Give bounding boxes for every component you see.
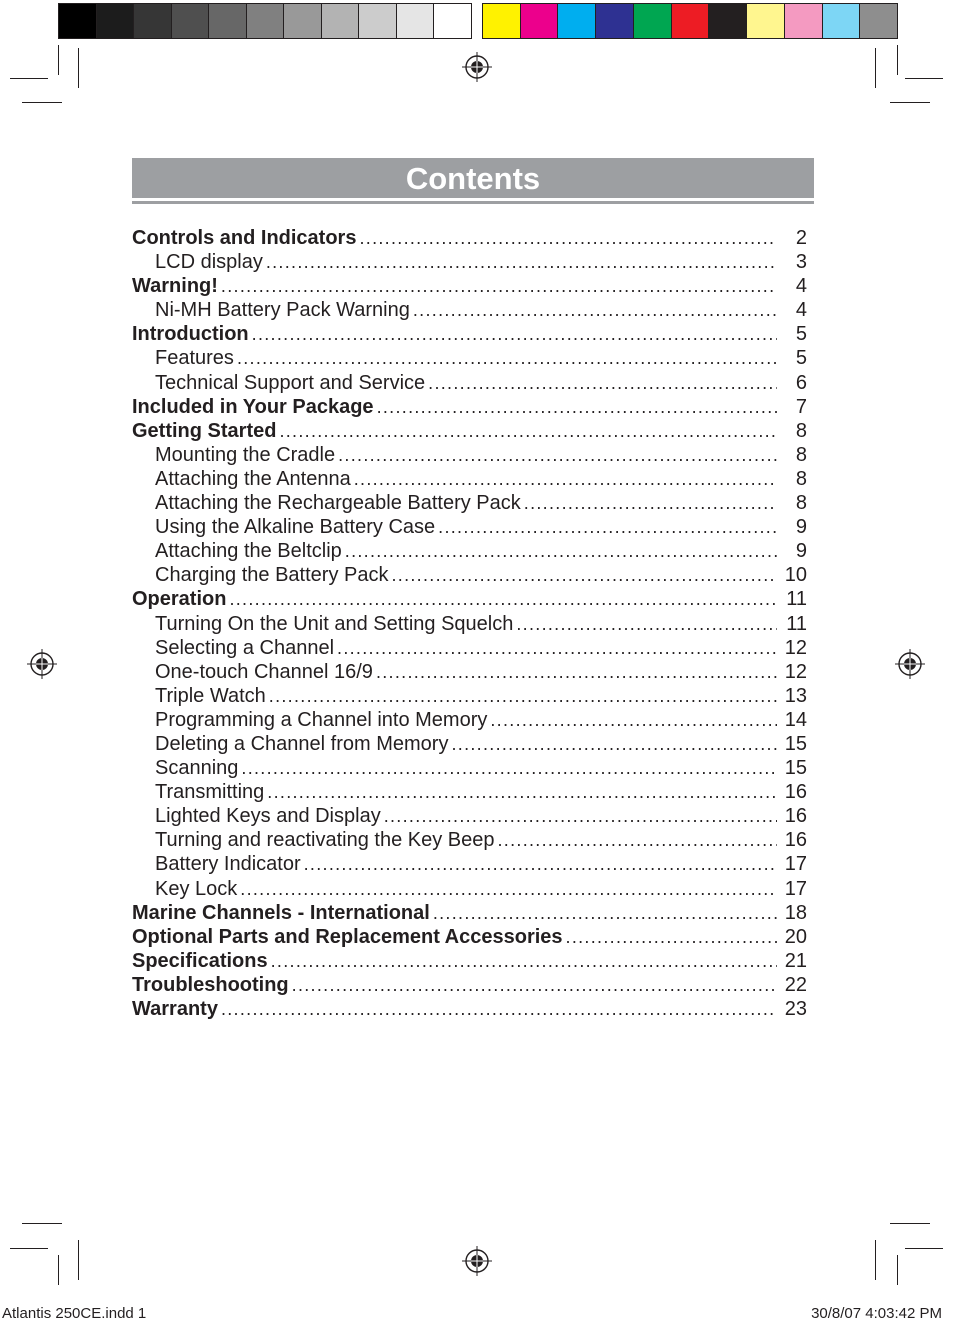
color-swatch <box>97 4 135 38</box>
dot-leader <box>377 397 777 418</box>
toc-entry[interactable] <box>132 613 807 637</box>
dot-leader <box>376 662 777 683</box>
color-swatch <box>134 4 172 38</box>
toc-entry-page: 22 <box>784 973 807 996</box>
toc-entry-label: Introduction <box>132 323 249 346</box>
color-swatch <box>322 4 360 38</box>
dot-leader <box>221 276 777 297</box>
color-swatch <box>785 4 823 38</box>
toc-entry[interactable] <box>132 588 807 612</box>
color-swatch <box>634 4 672 38</box>
toc-entry-page: 5 <box>795 347 807 370</box>
toc-entry-page: 8 <box>795 492 807 515</box>
toc-entry[interactable] <box>132 637 807 661</box>
toc-entry-page: 15 <box>784 732 807 755</box>
toc-entry-label: Attaching the Rechargeable Battery Pack <box>155 492 521 515</box>
title-divider <box>132 201 814 204</box>
dot-leader <box>267 782 777 803</box>
toc-entry-page: 12 <box>784 636 807 659</box>
toc-entry[interactable] <box>132 926 807 950</box>
dot-leader <box>524 493 777 514</box>
toc-entry-page: 18 <box>784 901 807 924</box>
toc-entry-page: 17 <box>784 877 807 900</box>
file-slug: Atlantis 250CE.indd 1 <box>2 1305 147 1322</box>
toc-entry-page: 20 <box>784 925 807 948</box>
dot-leader <box>354 469 777 490</box>
color-swatch <box>247 4 285 38</box>
toc-entry[interactable] <box>132 299 807 323</box>
toc-entry-label: Optional Parts and Replacement Accessories <box>132 925 563 948</box>
color-swatch <box>483 4 521 38</box>
toc-entry-page: 4 <box>795 275 807 298</box>
toc-entry[interactable] <box>132 829 807 853</box>
process-color-bar <box>482 3 898 39</box>
dot-leader <box>304 854 777 875</box>
toc-entry-page: 5 <box>795 323 807 346</box>
color-swatch <box>434 4 471 38</box>
toc-entry[interactable] <box>132 251 807 275</box>
toc-entry-page: 11 <box>786 588 807 611</box>
toc-entry-label: Troubleshooting <box>132 973 289 996</box>
dot-leader <box>229 589 777 610</box>
toc-entry-label: Scanning <box>155 757 239 780</box>
toc-entry-page: 17 <box>784 853 807 876</box>
dot-leader <box>384 806 777 827</box>
toc-entry[interactable] <box>132 805 807 829</box>
toc-entry-label: Specifications <box>132 949 268 972</box>
toc-entry-page: 10 <box>784 564 807 587</box>
color-swatch <box>59 4 97 38</box>
toc-entry-label: Turning and reactivating the Key Beep <box>155 829 495 852</box>
toc-entry[interactable] <box>132 323 807 347</box>
toc-entry-page: 11 <box>786 612 807 635</box>
color-swatch <box>672 4 710 38</box>
toc-entry[interactable] <box>132 540 807 564</box>
dot-leader <box>438 517 777 538</box>
toc-entry-page: 16 <box>784 781 807 804</box>
toc-entry-page: 6 <box>795 371 807 394</box>
color-swatch <box>823 4 861 38</box>
color-swatch <box>521 4 559 38</box>
dot-leader <box>271 951 777 972</box>
toc-entry-label: Turning On the Unit and Setting Squelch <box>155 612 514 635</box>
toc-entry[interactable] <box>132 275 807 299</box>
toc-entry-label: One-touch Channel 16/9 <box>155 660 373 683</box>
dot-leader <box>428 373 777 394</box>
dot-leader <box>391 565 777 586</box>
toc-entry-page: 4 <box>795 299 807 322</box>
color-swatch <box>209 4 247 38</box>
dot-leader <box>490 710 777 731</box>
toc-entry[interactable] <box>132 878 807 902</box>
toc-entry[interactable] <box>132 781 807 805</box>
toc-entry[interactable] <box>132 709 807 733</box>
dot-leader <box>338 445 777 466</box>
toc-entry-label: Warning! <box>132 275 218 298</box>
dot-leader <box>240 879 777 900</box>
toc-entry-label: Lighted Keys and Display <box>155 805 381 828</box>
toc-entry[interactable] <box>132 974 807 998</box>
dot-leader <box>345 541 777 562</box>
toc-entry[interactable] <box>132 444 807 468</box>
dot-leader <box>292 975 777 996</box>
toc-entry-label: Deleting a Channel from Memory <box>155 732 449 755</box>
toc-entry-page: 9 <box>795 516 807 539</box>
toc-entry-page: 8 <box>795 443 807 466</box>
toc-entry-label: Charging the Battery Pack <box>155 564 389 587</box>
toc-entry-page: 16 <box>784 829 807 852</box>
toc-entry-page: 9 <box>795 540 807 563</box>
dot-leader <box>497 830 777 851</box>
toc-entry-label: Technical Support and Service <box>155 371 426 394</box>
toc-entry-page: 16 <box>784 805 807 828</box>
toc-entry-page: 3 <box>795 251 807 274</box>
toc-entry[interactable] <box>132 564 807 588</box>
toc-entry[interactable] <box>132 757 807 781</box>
toc-entry-label: Transmitting <box>155 781 265 804</box>
toc-entry-label: Selecting a Channel <box>155 636 335 659</box>
toc-entry-label: Key Lock <box>155 877 238 900</box>
toc-entry-page: 15 <box>784 757 807 780</box>
dot-leader <box>269 686 777 707</box>
toc-entry-page: 23 <box>784 998 807 1020</box>
registration-mark-icon <box>894 648 926 680</box>
print-timestamp: 30/8/07 4:03:42 PM <box>811 1305 942 1322</box>
toc-entry[interactable] <box>132 468 807 492</box>
toc-entry[interactable] <box>132 661 807 685</box>
toc-entry-page: 14 <box>784 708 807 731</box>
toc-entry-page: 12 <box>784 660 807 683</box>
toc-entry-label: Controls and Indicators <box>132 227 357 249</box>
color-swatch <box>596 4 634 38</box>
dot-leader <box>413 300 777 321</box>
toc-entry-label: Attaching the Beltclip <box>155 540 342 563</box>
color-swatch <box>558 4 596 38</box>
dot-leader <box>337 638 777 659</box>
grayscale-color-bar <box>58 3 472 39</box>
toc-entry-label: Mounting the Cradle <box>155 443 336 466</box>
toc-entry[interactable] <box>132 998 807 1022</box>
toc-entry[interactable] <box>132 685 807 709</box>
color-swatch <box>172 4 210 38</box>
dot-leader <box>266 252 777 273</box>
dot-leader <box>241 758 777 779</box>
color-swatch <box>860 4 897 38</box>
toc-entry[interactable] <box>132 902 807 926</box>
toc-entry-label: Triple Watch <box>155 684 266 707</box>
dot-leader <box>516 614 777 635</box>
toc-entry-page: 2 <box>795 227 807 249</box>
toc-entry-page: 8 <box>795 419 807 442</box>
toc-entry-label: Battery Indicator <box>155 853 301 876</box>
toc-entry-page: 21 <box>784 949 807 972</box>
dot-leader <box>451 734 777 755</box>
dot-leader <box>252 324 777 345</box>
dot-leader <box>359 228 777 249</box>
color-swatch <box>359 4 397 38</box>
toc-entry-label: Included in Your Package <box>132 395 374 418</box>
dot-leader <box>433 903 777 924</box>
registration-mark-icon <box>461 1245 493 1277</box>
table-of-contents <box>132 227 807 1022</box>
toc-entry-label: Attaching the Antenna <box>155 467 351 490</box>
toc-entry[interactable] <box>132 516 807 540</box>
toc-entry-label: Warranty <box>132 998 218 1020</box>
toc-entry-label: Marine Channels - International <box>132 901 430 924</box>
toc-entry-label: Programming a Channel into Memory <box>155 708 488 731</box>
toc-entry-label: Features <box>155 347 234 370</box>
toc-entry-page: 13 <box>784 684 807 707</box>
toc-entry-page: 8 <box>795 467 807 490</box>
toc-entry[interactable] <box>132 347 807 371</box>
toc-entry[interactable] <box>132 853 807 877</box>
toc-entry[interactable] <box>132 420 807 444</box>
toc-entry-label: Getting Started <box>132 419 277 442</box>
color-swatch <box>709 4 747 38</box>
color-swatch <box>397 4 435 38</box>
toc-entry-label: Ni-MH Battery Pack Warning <box>155 299 410 322</box>
color-swatch <box>747 4 785 38</box>
page-title: Contents <box>132 158 814 198</box>
toc-entry[interactable] <box>132 396 807 420</box>
toc-entry-label: Using the Alkaline Battery Case <box>155 516 436 539</box>
registration-mark-icon <box>461 51 493 83</box>
toc-entry-label: Operation <box>132 588 227 611</box>
toc-entry[interactable] <box>132 733 807 757</box>
toc-entry-label: LCD display <box>155 251 263 274</box>
toc-entry[interactable] <box>132 492 807 516</box>
toc-entry[interactable] <box>132 227 807 251</box>
toc-entry-page: 7 <box>795 395 807 418</box>
dot-leader <box>279 421 777 442</box>
toc-entry[interactable] <box>132 372 807 396</box>
registration-mark-icon <box>26 648 58 680</box>
color-swatch <box>284 4 322 38</box>
dot-leader <box>237 348 777 369</box>
dot-leader <box>221 999 777 1020</box>
dot-leader <box>566 927 777 948</box>
toc-entry[interactable] <box>132 950 807 974</box>
